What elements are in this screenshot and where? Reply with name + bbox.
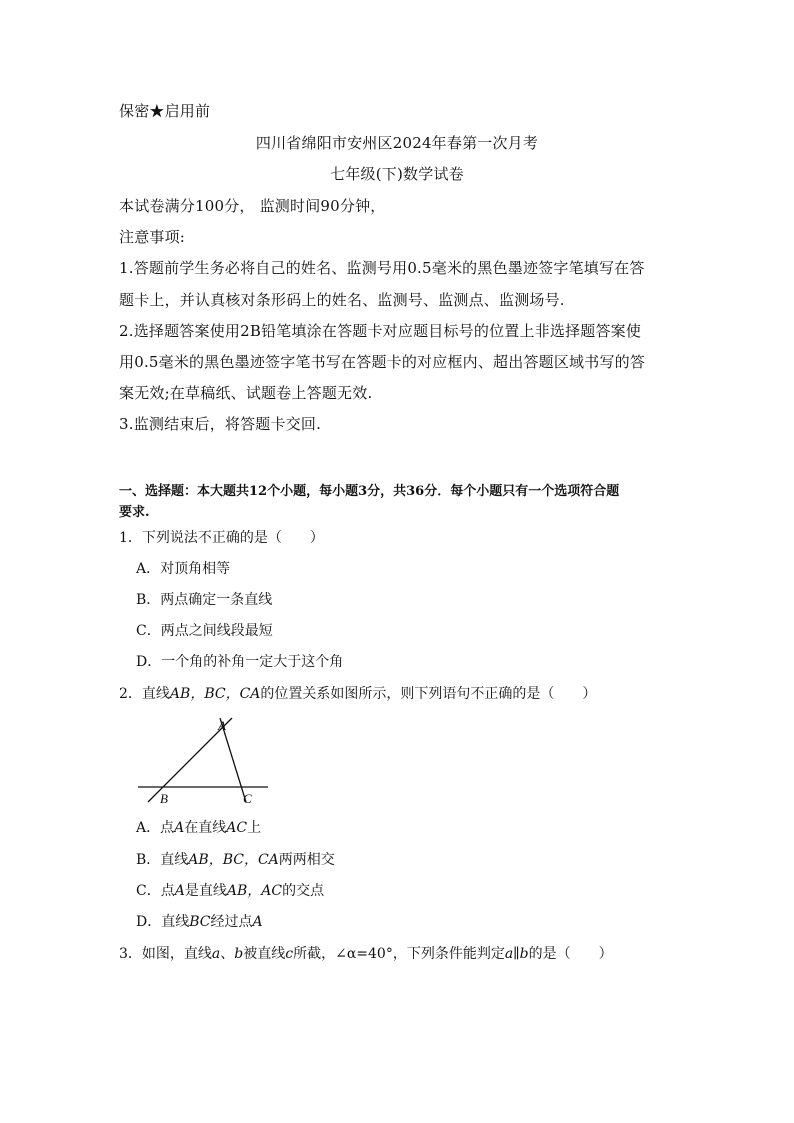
point-a-label: A <box>218 718 226 733</box>
question-2-stem-prefix: 2．直线 <box>119 686 170 702</box>
question-2-stem <box>119 684 596 704</box>
stem-text: 所截，∠α=40°，下列条件能判定 <box>293 946 505 962</box>
question-2-option-a <box>136 818 261 838</box>
option-math: A <box>252 914 263 930</box>
stem-text: 被直线 <box>243 946 286 962</box>
option-text: 的交点 <box>282 883 325 899</box>
question-2-figure <box>136 714 272 808</box>
option-text: 是直线 <box>184 883 227 899</box>
stem-math: c <box>285 946 294 962</box>
notes-title: 注意事项: <box>119 228 186 246</box>
note-line: 用0.5毫米的黑色墨迹签字笔书写在答题卡的对应框内、超出答题区域书写的答 <box>119 353 646 371</box>
stem-math: b <box>234 946 244 962</box>
option-math: AC <box>226 820 248 836</box>
note-line: 2.选择题答案使用2B铅笔填涂在答题卡对应题目标号的位置上非选择题答案使 <box>119 322 642 340</box>
question-1-stem: 1．下列说法不正确的是（ ） <box>119 530 324 546</box>
stem-text: 、 <box>220 946 235 962</box>
stem-text: 3．如图，直线 <box>119 946 212 962</box>
option-math: AB，BC，CA <box>188 852 279 868</box>
section-heading: 一、选择题：本大题共12个小题，每小题3分，共36分．每个小题只有一个选项符合题 <box>119 484 620 499</box>
question-2-option-d <box>136 912 263 932</box>
option-text: 两两相交 <box>278 852 335 868</box>
option-text: D．直线 <box>136 914 190 930</box>
question-1-option-a: A．对顶角相等 <box>136 561 231 577</box>
option-text: 在直线 <box>184 820 227 836</box>
exam-subtitle: 七年级(下)数学试卷 <box>330 165 464 183</box>
question-2-stem-suffix: 的位置关系如图所示，则下列语句不正确的是（ ） <box>260 686 597 702</box>
note-line: 案无效;在草稿纸、试题卷上答题无效. <box>119 384 373 402</box>
section-heading-cont: 要求. <box>119 505 150 520</box>
option-math: A <box>174 883 185 899</box>
option-text: A．点 <box>136 820 175 836</box>
question-1-option-c: C．两点之间线段最短 <box>136 623 273 639</box>
question-1-option-d: D．一个角的补角一定大于这个角 <box>136 654 344 670</box>
stem-math: a∥b <box>504 946 529 962</box>
confidential-mark: 保密★启用前 <box>119 102 211 120</box>
question-2-stem-lines: AB，BC，CA <box>169 686 261 702</box>
option-math: A <box>174 820 185 836</box>
option-math: AB，AC <box>226 883 283 899</box>
stem-text: 的是（ ） <box>528 946 613 962</box>
option-text: 上 <box>247 820 262 836</box>
stem-math: a <box>211 946 221 962</box>
option-text: C．点 <box>136 883 175 899</box>
question-2-option-c <box>136 881 324 901</box>
note-line: 3.监测结束后，将答题卡交回. <box>119 415 322 433</box>
option-text: B．直线 <box>136 852 189 868</box>
score-time-info: 本试卷满分100分， 监测时间90分钟， <box>119 197 386 215</box>
question-1-option-b: B．两点确定一条直线 <box>136 592 273 608</box>
option-math: BC <box>189 914 211 930</box>
note-line: 题卡上，并认真核对条形码上的姓名、监测号、监测点、监测场号. <box>119 291 565 309</box>
option-text: 经过点 <box>210 914 253 930</box>
question-2-option-b <box>136 850 335 870</box>
point-c-label: C <box>243 791 252 806</box>
question-3-stem <box>119 944 613 964</box>
exam-title: 四川省绵阳市安州区2024年春第一次月考 <box>255 134 539 152</box>
point-b-label: B <box>160 791 168 806</box>
note-line: 1.答题前学生务必将自己的姓名、监测号用0.5毫米的黑色墨迹签字笔填写在答 <box>119 259 645 277</box>
